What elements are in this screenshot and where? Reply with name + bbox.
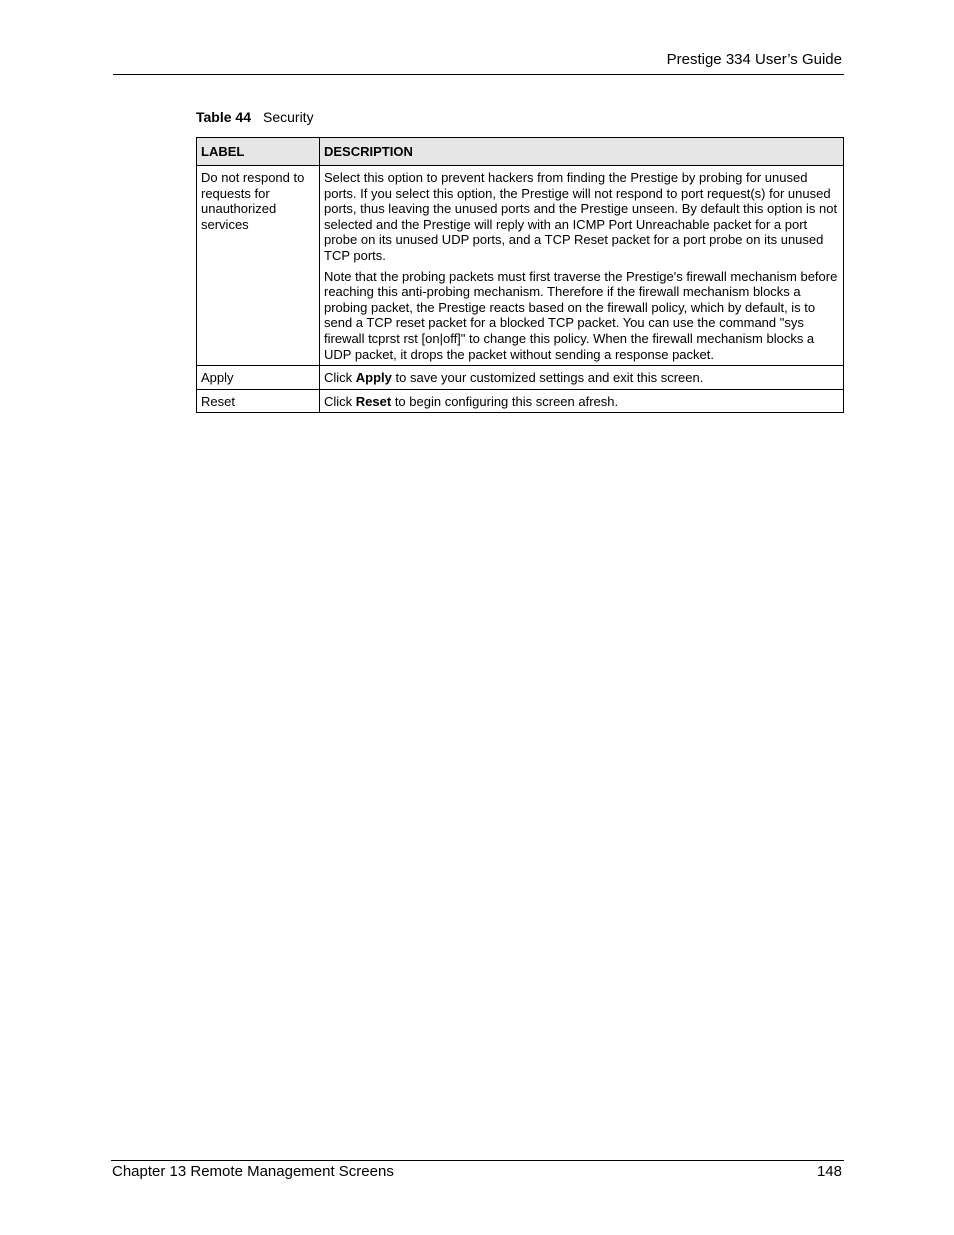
row-description <box>320 366 844 390</box>
table-title: Security <box>263 109 314 125</box>
description-text: Click <box>324 393 356 409</box>
page-header <box>113 50 844 75</box>
description-text: Click <box>324 370 356 386</box>
row-label: Reset <box>197 389 320 413</box>
table-row <box>197 366 844 390</box>
table-row <box>197 389 844 413</box>
description-paragraph: Select this option to prevent hackers from finding the Prestige by probing for unused ports. If you select this option, the Prestige will not respond to port request(s) for unused ports, thus leaving the unused ports and the Prestige unseen. By default this option is not selected and the Prestige will reply with an ICMP Port Unreachable packet for a port probe on its unused UDP ports, and a TCP Reset packet for a port probe on its unused TCP ports. <box>324 170 838 263</box>
row-description <box>320 166 844 366</box>
apply-term: Apply <box>355 370 392 386</box>
description-text: to begin configuring this screen afresh. <box>391 393 619 409</box>
row-label: Apply <box>197 366 320 390</box>
description-paragraph: Note that the probing packets must first traverse the Prestige's firewall mechanism before reaching this anti-probing mechanism. Therefore if the firewall mechanism blocks a probing packet, the Prestige reacts based on the firewall policy, which by default, is to send a TCP reset packet for a blocked TCP packet. You can use the command "sys firewall tcprst rst [on|off]" to change this policy. When the firewall mechanism blocks a UDP packet, it drops the packet without sending a response packet. <box>324 268 838 362</box>
page-footer <box>111 1160 844 1185</box>
reset-term: Reset <box>355 393 392 409</box>
security-table <box>196 137 844 413</box>
description-text: to save your customized settings and exit this screen. <box>391 370 704 386</box>
guide-title: Prestige 334 User’s Guide <box>666 51 842 68</box>
table-caption <box>196 108 314 126</box>
row-description <box>320 389 844 413</box>
table-row <box>197 166 844 366</box>
page-number: 148 <box>816 1163 842 1180</box>
chapter-title: Chapter 13 Remote Management Screens <box>112 1163 394 1180</box>
row-label: Do not respond to requests for unauthorized services <box>197 166 320 366</box>
table-header-row <box>197 138 844 166</box>
column-header-description: DESCRIPTION <box>320 138 844 166</box>
column-header-label: LABEL <box>197 138 320 166</box>
table-number: Table 44 <box>196 109 251 125</box>
